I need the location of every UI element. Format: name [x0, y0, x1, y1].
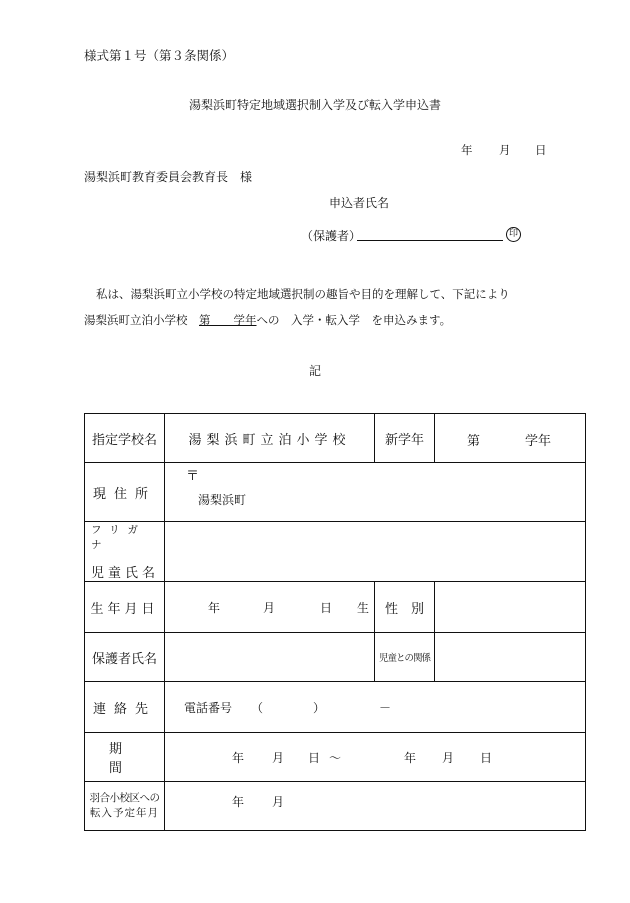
period-month-1: 月 — [272, 751, 285, 765]
birth-cell[interactable] — [165, 582, 375, 633]
postal-mark: 〒 — [186, 469, 200, 484]
application-table — [84, 413, 586, 831]
child-name-cell[interactable] — [165, 522, 586, 582]
guardian-label: （保護者） — [301, 229, 362, 243]
period-year-2: 年 — [404, 751, 417, 765]
grade-dai: 第 — [467, 434, 481, 449]
row-school — [85, 414, 586, 463]
address-value: 湯梨浜町 — [198, 493, 247, 507]
form-number: 様式第１号（第３条関係） — [84, 48, 235, 63]
phone-close-paren: ） — [313, 701, 326, 715]
address-label: 現住所 — [85, 463, 165, 522]
row-guardian — [85, 633, 586, 682]
address-cell[interactable] — [165, 463, 586, 522]
transfer-label-cell — [85, 782, 165, 831]
birth-suffix: 生 — [357, 601, 370, 615]
signature-line[interactable] — [357, 240, 503, 241]
birth-day: 日 — [320, 601, 333, 615]
school-value: 湯梨浜町立泊小学校 — [165, 414, 375, 463]
addressee: 湯梨浜町教育委員会教育長 様 — [84, 170, 253, 184]
child-name-label: 児童氏名 — [91, 566, 160, 581]
grade-cell[interactable] — [435, 414, 586, 463]
declaration-line-2 — [84, 312, 451, 328]
period-day-1: 日 — [308, 751, 321, 765]
furigana-label: フリガナ — [91, 524, 146, 551]
relation-label: 児童との関係 — [375, 633, 435, 682]
applicant-name-label: 申込者氏名 — [329, 196, 390, 210]
transfer-year: 年 — [232, 795, 245, 809]
new-grade-label: 新学年 — [375, 414, 435, 463]
ki-heading: 記 — [308, 364, 321, 378]
transfer-label-2: 転入予定年月 — [90, 807, 159, 819]
period-month-2: 月 — [442, 751, 455, 765]
period-cell[interactable] — [165, 733, 586, 782]
birth-label: 生年月日 — [85, 582, 165, 633]
gender-cell[interactable] — [435, 582, 586, 633]
grade-unit: 学年 — [525, 434, 552, 449]
date-month-label: 月 — [499, 143, 511, 157]
transfer-label-1: 羽合小校区への — [89, 792, 160, 804]
transfer-month: 月 — [272, 795, 285, 809]
document-title: 湯梨浜町特定地域選択制入学及び転入学申込書 — [188, 98, 441, 112]
contact-label: 連絡先 — [85, 682, 165, 733]
period-year-1: 年 — [232, 751, 245, 765]
relation-cell[interactable] — [435, 633, 586, 682]
guardian-name-cell[interactable] — [165, 633, 375, 682]
declaration-tail: への 入学・転入学 を申込みます。 — [256, 313, 452, 327]
child-name-label-cell — [85, 522, 165, 582]
date-day-label: 日 — [535, 143, 547, 157]
period-tilde: ～ — [329, 751, 342, 765]
guardian-name-label: 保護者氏名 — [85, 633, 165, 682]
phone-dash: － — [379, 701, 392, 715]
row-birth — [85, 582, 586, 633]
birth-month: 月 — [263, 601, 276, 615]
row-transfer — [85, 782, 586, 831]
school-label: 指定学校名 — [85, 414, 165, 463]
contact-cell[interactable] — [165, 682, 586, 733]
row-contact — [85, 682, 586, 733]
transfer-cell[interactable] — [165, 782, 586, 831]
seal-mark: 印 — [506, 227, 521, 242]
period-day-2: 日 — [480, 751, 493, 765]
gender-label: 性 別 — [375, 582, 435, 633]
row-period — [85, 733, 586, 782]
phone-label: 電話番号 — [184, 701, 233, 715]
row-address — [85, 463, 586, 522]
birth-year: 年 — [208, 601, 221, 615]
declaration-grade[interactable]: 第 学年 — [199, 313, 257, 327]
declaration-line-1: 私は、湯梨浜町立小学校の特定地域選択制の趣旨や目的を理解して、下記により — [96, 287, 510, 301]
date-year-label: 年 — [461, 143, 473, 157]
row-child-name — [85, 522, 586, 582]
declaration-school: 湯梨浜町立泊小学校 — [84, 313, 199, 327]
period-label: 期間 — [85, 733, 165, 782]
phone-open-paren: （ — [251, 701, 264, 715]
